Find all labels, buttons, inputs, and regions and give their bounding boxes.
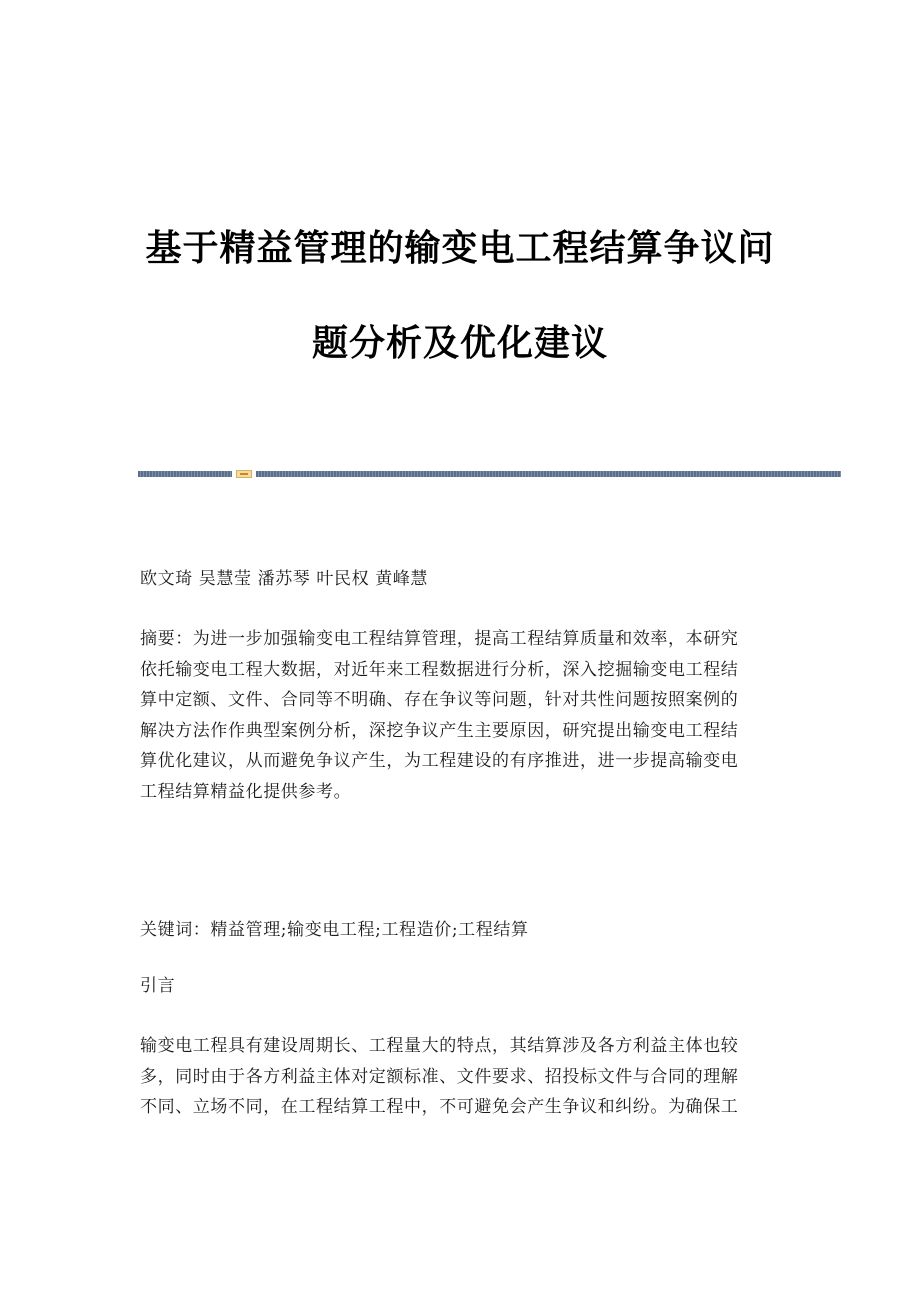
- paragraph-line: 输变电工程具有建设周期长、工程量大的特点，其结算涉及各方利益主体也较: [140, 1036, 739, 1056]
- abstract-line: 算中定额、文件、合同等不明确、存在争议等问题，针对共性问题按照案例的: [140, 690, 739, 711]
- keywords: 关键词：精益管理;输变电工程;工程造价;工程结算: [140, 920, 529, 940]
- page-title-line-2: 题分析及优化建议: [311, 323, 608, 364]
- divider-ornament-icon: [236, 470, 252, 478]
- page-title-line-1: 基于精益管理的输变电工程结算争议问: [145, 228, 775, 269]
- title-divider: [138, 470, 841, 478]
- section-heading-introduction: 引言: [140, 976, 176, 996]
- abstract-line: 算优化建议，从而避免争议产生，为工程建设的有序推进，进一步提高输变电: [140, 751, 739, 772]
- paragraph-line: 不同、立场不同，在工程结算工程中，不可避免会产生争议和纠纷。为确保工: [140, 1097, 739, 1118]
- abstract-line: 依托输变电工程大数据，对近年来工程数据进行分析，深入挖掘输变电工程结: [140, 659, 739, 680]
- divider-bar-left: [138, 471, 232, 477]
- abstract: [140, 624, 780, 808]
- author-list: 欧文琦 吴慧莹 潘苏琴 叶民权 黄峰慧: [140, 569, 429, 589]
- abstract-line: 摘要：为进一步加强输变电工程结算管理，提高工程结算质量和效率，本研究: [140, 629, 739, 649]
- introduction-paragraph: [140, 1031, 780, 1123]
- abstract-line: 解决方法作作典型案例分析，深挖争议产生主要原因，研究提出输变电工程结: [140, 720, 739, 741]
- abstract-line: 工程结算精益化提供参考。: [140, 781, 352, 802]
- paragraph-line: 多，同时由于各方利益主体对定额标准、文件要求、招投标文件与合同的理解: [140, 1066, 739, 1087]
- divider-bar-right: [256, 471, 841, 477]
